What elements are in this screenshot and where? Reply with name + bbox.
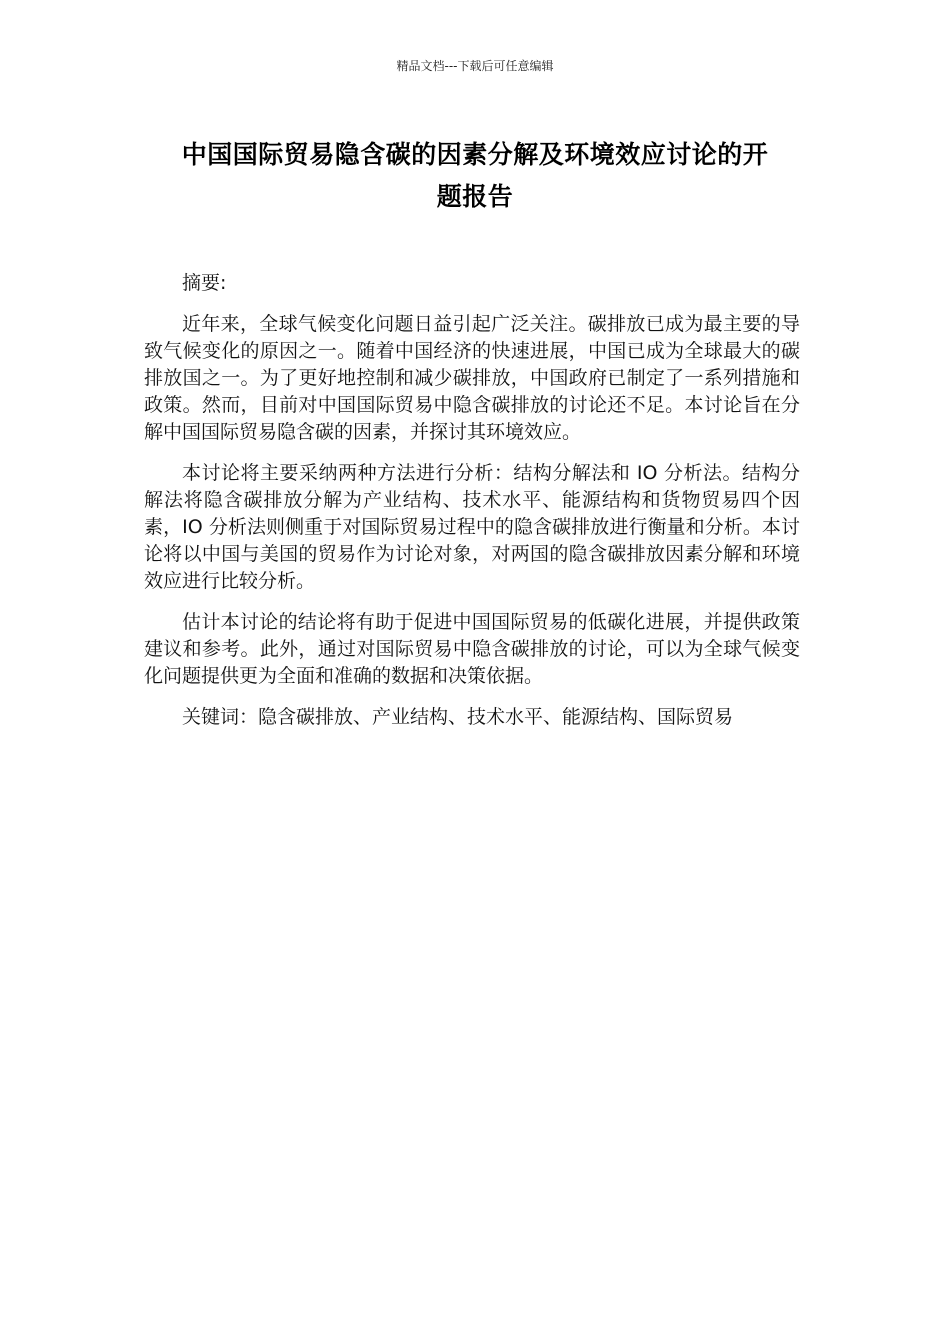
keywords-line: 关键词：隐含碳排放、产业结构、技术水平、能源结构、国际贸易 xyxy=(182,706,734,728)
document-title-line-2: 题报告 xyxy=(436,182,514,211)
body-paragraph: 本讨论将主要采纳两种方法进行分析：结构分解法和 IO 分析法。结构分解法将隐含碳排放分解为产业结构、技术水平、能源结构和货物贸易四个因素，IO 分析法则侧重于对国际贸易过程中的隐含碳排放进行衡量和分析。本讨论将以中国与美国的贸易作为讨论对象，对两国的隐含碳排放因素分解和环境效应进行比较分析。 xyxy=(144,462,800,592)
document-body xyxy=(144,270,800,745)
header-note: 精品文档---下载后可任意编辑 xyxy=(396,59,554,73)
document-title-line-1: 中国国际贸易隐含碳的因素分解及环境效应讨论的开 xyxy=(181,140,769,169)
body-paragraph: 近年来，全球气候变化问题日益引起广泛关注。碳排放已成为最主要的导致气候变化的原因之一。随着中国经济的快速进展，中国已成为全球最大的碳排放国之一。为了更好地控制和减少碳排放，中国政府已制定了一系列措施和政策。然而，目前对中国国际贸易中隐含碳排放的讨论还不足。本讨论旨在分解中国国际贸易隐含碳的因素，并探讨其环境效应。 xyxy=(144,313,800,443)
abstract-label: 摘要: xyxy=(182,272,227,294)
body-paragraph: 估计本讨论的结论将有助于促进中国国际贸易的低碳化进展，并提供政策建议和参考。此外，通过对国际贸易中隐含碳排放的讨论，可以为全球气候变化问题提供更为全面和准确的数据和决策依据。 xyxy=(144,611,800,687)
document-title xyxy=(140,134,810,218)
